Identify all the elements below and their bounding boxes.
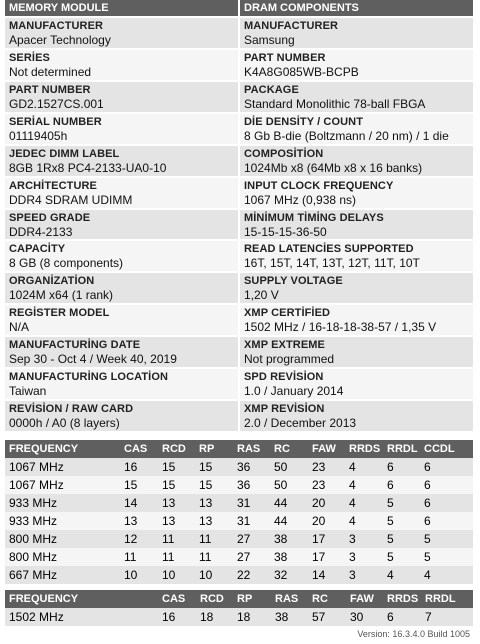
table-cell: 6 [383,476,420,494]
table-cell: 13 [195,512,233,530]
table-cell: 18 [196,608,233,626]
dram-components-header: DRAM COMPONENTS [240,0,473,16]
dram-components-field [240,241,473,271]
spd-info-panel [5,0,473,433]
table-cell: 5 [383,512,420,530]
table-row [5,476,473,494]
table-cell: 6 [420,458,473,476]
memory-module-field-value: GD2.1527CS.001 [9,96,104,111]
table-cell: 3 [345,530,383,548]
xmp-timings-column-header: RP [233,590,271,608]
table-cell: 6 [420,494,473,512]
table-cell: 6 [420,512,473,530]
memory-module-field-label: MANUFACTURİNG LOCATİON [9,371,169,384]
jedec-timings-column-header: CAS [120,440,158,458]
table-cell: 50 [270,458,308,476]
table-cell: 10 [120,566,158,584]
dram-components-field-label: INPUT CLOCK FREQUENCY [244,179,394,192]
dram-components-field [240,82,473,112]
dram-components-field [240,337,473,367]
dram-components-field-value: Samsung [244,33,295,47]
memory-module-field-label: ORGANİZATİON [9,275,95,288]
table-cell: 17 [308,530,345,548]
table-cell: 15 [158,458,195,476]
memory-module-field-label: SERİES [9,51,50,64]
table-cell: 31 [233,494,270,512]
table-cell: 5 [383,548,420,566]
table-cell: 11 [158,548,195,566]
jedec-timings-column-header: CCDL [420,440,473,458]
jedec-timings-header-row [5,440,473,458]
xmp-timings-column-header: FAW [346,590,383,608]
table-cell: 31 [233,512,270,530]
dram-components-field-label: PACKAGE [244,83,299,96]
table-cell: 1067 MHz [5,458,120,476]
table-cell: 44 [270,512,308,530]
memory-module-field [5,305,238,335]
memory-module-field [5,146,238,176]
memory-module-field [5,178,238,208]
table-cell: 13 [158,512,195,530]
table-cell: 4 [383,566,420,584]
table-cell: 11 [158,530,195,548]
memory-module-field-label: CAPACİTY [9,243,66,256]
table-cell: 5 [420,530,473,548]
table-cell: 36 [233,458,270,476]
table-cell: 30 [346,608,383,626]
jedec-timings-column-header: FREQUENCY [5,440,120,458]
xmp-timings-table [5,590,473,626]
memory-module-field [5,210,238,240]
table-cell: 16 [158,608,196,626]
jedec-timings-column-header: RCD [158,440,195,458]
table-row [5,494,473,512]
dram-components-field-value: 1,20 V [244,288,279,303]
memory-module-field-value: DDR4-2133 [9,224,73,239]
memory-module-header: MEMORY MODULE [5,0,238,16]
table-cell: 15 [195,458,233,476]
dram-components-field [240,114,473,144]
jedec-timings-column-header: RC [270,440,308,458]
table-cell: 667 MHz [5,566,120,584]
table-cell: 27 [233,530,270,548]
table-cell: 15 [158,476,195,494]
dram-components-field-label: XMP REVİSİON [244,403,325,416]
table-cell: 3 [345,548,383,566]
memory-module-field-label: SERİAL NUMBER [9,115,102,128]
table-cell: 11 [195,530,233,548]
memory-module-field [5,337,238,367]
dram-components-field [240,305,473,335]
memory-module-field [5,82,238,112]
xmp-timings-column-header: RRDS [383,590,421,608]
xmp-timings-column-header: FREQUENCY [5,590,158,608]
table-cell: 11 [195,548,233,566]
table-cell: 27 [233,548,270,566]
memory-module-field-value: Taiwan [9,384,47,399]
memory-module-field-label: REVİSİON / RAW CARD [9,403,134,416]
memory-module-field [5,114,238,144]
table-cell: 14 [120,494,158,512]
memory-module-field [5,241,238,271]
version-label: Version: 16.3.4.0 Build 1005 [357,629,470,639]
dram-components-field-label: MİNİMUM TİMİNG DELAYS [244,211,384,224]
table-cell: 6 [420,476,473,494]
jedec-timings-column-header: RP [195,440,233,458]
jedec-timings-column-header: RRDL [383,440,420,458]
table-cell: 23 [308,458,345,476]
memory-module-field-label: MANUFACTURİNG DATE [9,339,141,352]
dram-components-field-value: 1067 MHz (0,938 ns) [244,192,357,207]
dram-components-field-value: Standard Monolithic 78-ball FBGA [244,96,426,111]
dram-components-field-label: XMP EXTREME [244,339,325,352]
table-row [5,548,473,566]
dram-components-column [240,0,473,433]
dram-components-field-label: DİE DENSİTY / COUNT [244,115,364,128]
jedec-timings-column-header: RRDS [345,440,383,458]
memory-module-field-label: JEDEC DIMM LABEL [9,147,120,160]
dram-components-field-label: XMP CERTİFİED [244,307,331,320]
dram-components-field-value: 16T, 15T, 14T, 13T, 12T, 11T, 10T [244,256,420,271]
memory-module-field-label: SPEED GRADE [9,211,91,224]
dram-components-field-value: 1.0 / January 2014 [244,384,344,399]
dram-components-field-value: 1502 MHz / 16-18-18-38-57 / 1,35 V [244,320,437,335]
memory-module-field-label: ARCHİTECTURE [9,179,97,192]
table-cell: 36 [233,476,270,494]
table-cell: 6 [383,608,421,626]
memory-module-field [5,273,238,303]
table-cell: 4 [345,476,383,494]
memory-module-column [5,0,238,433]
memory-module-field-label: MANUFACTURER [9,20,104,32]
table-cell: 5 [420,548,473,566]
table-cell: 44 [270,494,308,512]
table-cell: 5 [383,530,420,548]
memory-module-field-value: DDR4 SDRAM UDIMM [9,192,133,207]
memory-module-field-value: 0000h / A0 (8 layers) [9,416,120,431]
memory-module-field-value: 8 GB (8 components) [9,256,124,271]
dram-components-field-value: K4A8G085WB-BCPB [244,64,359,79]
memory-module-field-value: 01119405h [9,128,68,143]
xmp-timings-column-header: CAS [158,590,196,608]
table-cell: 13 [120,512,158,530]
table-cell: 5 [383,494,420,512]
dram-components-field-label: COMPOSİTİON [244,147,324,160]
table-cell: 38 [271,608,308,626]
table-row [5,566,473,584]
table-cell: 50 [270,476,308,494]
table-cell: 1067 MHz [5,476,120,494]
table-cell: 10 [195,566,233,584]
dram-components-field [240,50,473,80]
dram-components-field-label: READ LATENCİES SUPPORTED [244,243,414,256]
table-row [5,530,473,548]
memory-module-field-label: REGİSTER MODEL [9,307,110,320]
xmp-timings-column-header: RCD [196,590,233,608]
table-cell: 17 [308,548,345,566]
table-cell: 933 MHz [5,494,120,512]
dram-components-field-label: PART NUMBER [244,51,326,64]
dram-components-field-value: 8 Gb B-die (Boltzmann / 20 nm) / 1 die [244,128,449,143]
memory-module-field-value: 8GB 1Rx8 PC4-2133-UA0-10 [9,160,167,175]
table-cell: 4 [345,512,383,530]
table-cell: 15 [120,476,158,494]
table-cell: 7 [421,608,473,626]
memory-module-field-label: PART NUMBER [9,83,91,96]
xmp-timings-column-header: RC [308,590,346,608]
table-cell: 32 [270,566,308,584]
dram-components-field [240,273,473,303]
table-cell: 38 [270,530,308,548]
memory-module-field-value: Apacer Technology [9,33,111,47]
table-cell: 11 [120,548,158,566]
memory-module-field [5,18,238,48]
dram-components-field [240,146,473,176]
memory-module-field [5,401,238,431]
jedec-timings-table [5,440,473,584]
dram-components-field-value: 1024Mb x8 (64Mb x8 x 16 banks) [244,160,423,175]
dram-components-field [240,401,473,431]
xmp-timings-column-header: RRDL [421,590,473,608]
table-row [5,512,473,530]
dram-components-field [240,369,473,399]
table-cell: 4 [420,566,473,584]
memory-module-field [5,50,238,80]
table-cell: 38 [270,548,308,566]
table-cell: 1502 MHz [5,608,158,626]
table-cell: 57 [308,608,346,626]
table-cell: 22 [233,566,270,584]
dram-components-field-label: MANUFACTURER [244,20,339,32]
xmp-timings-column-header: RAS [271,590,308,608]
memory-module-field [5,369,238,399]
table-cell: 800 MHz [5,548,120,566]
table-cell: 20 [308,512,345,530]
memory-module-field-value: Not determined [9,64,92,79]
dram-components-field [240,210,473,240]
table-cell: 15 [195,476,233,494]
memory-module-field-value: N/A [9,320,30,335]
table-cell: 4 [345,458,383,476]
dram-components-field-value: 15-15-15-36-50 [244,224,327,239]
table-cell: 14 [308,566,345,584]
table-cell: 13 [158,494,195,512]
table-cell: 20 [308,494,345,512]
xmp-timings-header-row [5,590,473,608]
table-cell: 23 [308,476,345,494]
table-cell: 12 [120,530,158,548]
dram-components-field-label: SUPPLY VOLTAGE [244,275,343,288]
jedec-timings-column-header: FAW [308,440,345,458]
table-cell: 800 MHz [5,530,120,548]
dram-components-field [240,18,473,48]
table-cell: 10 [158,566,195,584]
table-cell: 3 [345,566,383,584]
table-cell: 16 [120,458,158,476]
table-cell: 18 [233,608,271,626]
table-row [5,608,473,626]
table-cell: 6 [383,458,420,476]
dram-components-field-value: Not programmed [244,352,335,367]
table-row [5,458,473,476]
dram-components-field [240,178,473,208]
table-cell: 13 [195,494,233,512]
dram-components-field-value: 2.0 / December 2013 [244,416,357,431]
dram-components-field-label: SPD REVİSİON [244,371,324,384]
jedec-timings-column-header: RAS [233,440,270,458]
table-cell: 933 MHz [5,512,120,530]
memory-module-field-value: 1024M x64 (1 rank) [9,288,114,303]
table-cell: 4 [345,494,383,512]
memory-module-field-value: Sep 30 - Oct 4 / Week 40, 2019 [9,352,177,367]
